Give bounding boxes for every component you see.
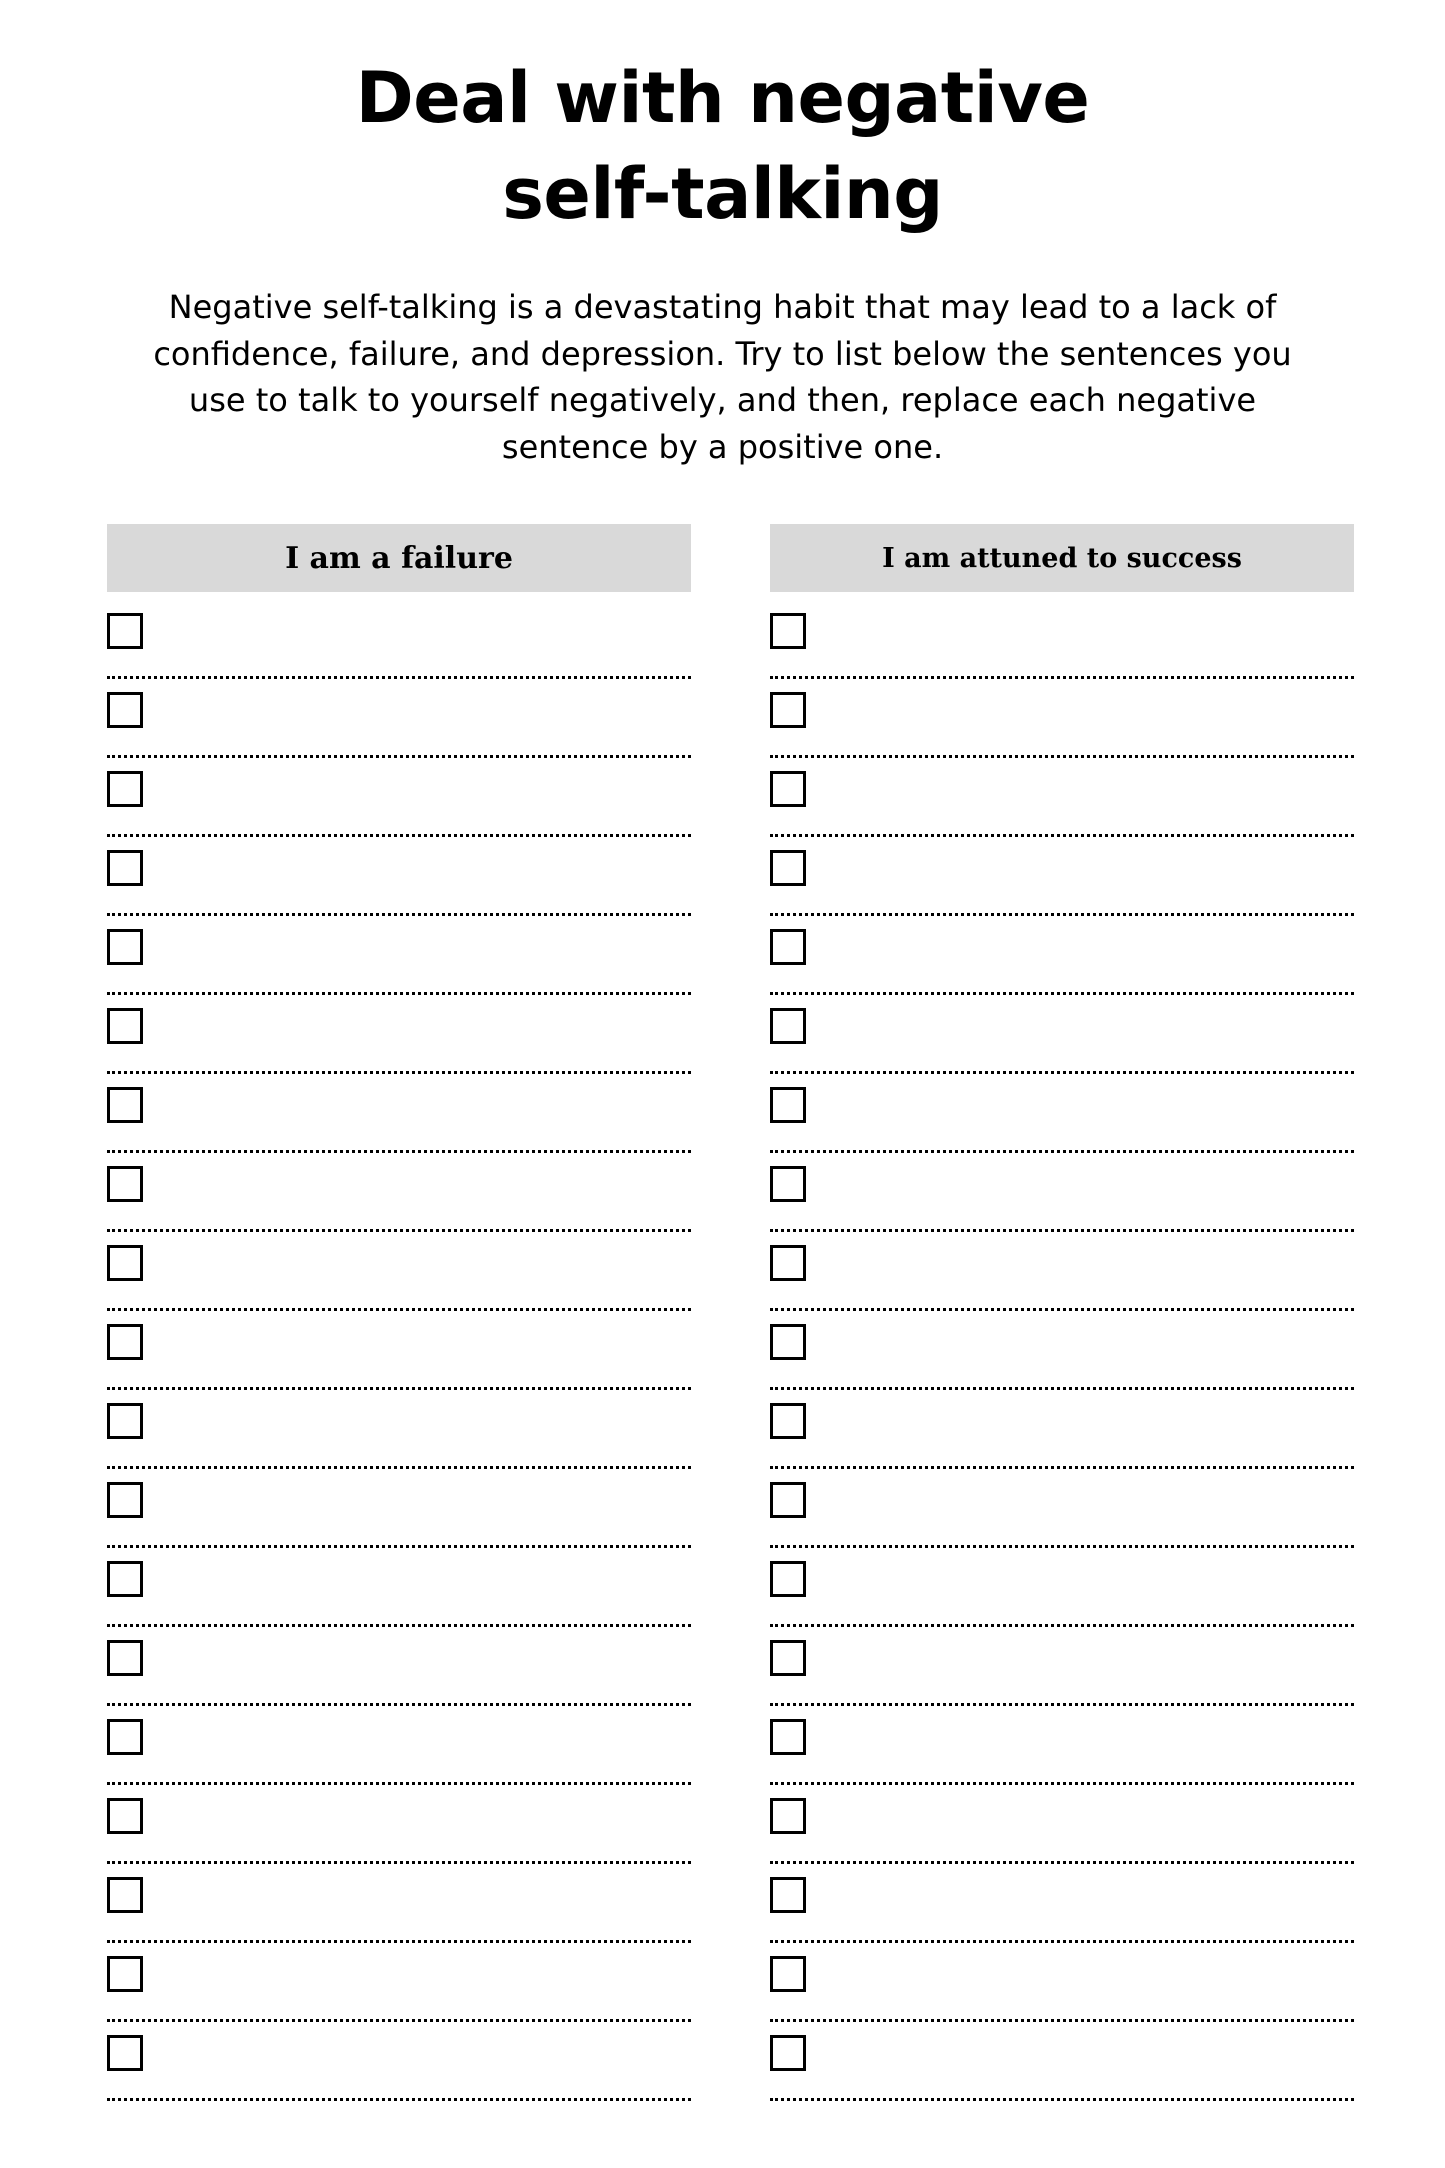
checkbox-icon[interactable] bbox=[107, 1798, 143, 1834]
checkbox-icon[interactable] bbox=[770, 692, 806, 728]
dotted-write-line[interactable] bbox=[820, 1864, 1354, 1940]
checkbox-icon[interactable] bbox=[770, 1245, 806, 1281]
checklist-row bbox=[770, 1785, 1354, 1864]
checkbox-icon[interactable] bbox=[107, 1877, 143, 1913]
checkbox-icon[interactable] bbox=[770, 1166, 806, 1202]
dotted-write-line[interactable] bbox=[820, 758, 1354, 834]
checkbox-icon[interactable] bbox=[770, 1877, 806, 1913]
checklist-row bbox=[107, 1627, 691, 1706]
checklist-row bbox=[107, 1232, 691, 1311]
positive-rows bbox=[770, 600, 1354, 2101]
checklist-row bbox=[770, 1943, 1354, 2022]
negative-rows bbox=[107, 600, 691, 2101]
checkbox-icon[interactable] bbox=[770, 613, 806, 649]
dotted-write-line[interactable] bbox=[157, 1548, 691, 1624]
dotted-write-line[interactable] bbox=[820, 1469, 1354, 1545]
checklist-row bbox=[107, 837, 691, 916]
checkbox-icon[interactable] bbox=[770, 1561, 806, 1597]
checklist-row bbox=[107, 1864, 691, 1943]
checklist-row bbox=[770, 837, 1354, 916]
checkbox-icon[interactable] bbox=[770, 1403, 806, 1439]
dotted-write-line[interactable] bbox=[157, 1390, 691, 1466]
checklist-row bbox=[107, 2022, 691, 2101]
dotted-write-line[interactable] bbox=[157, 679, 691, 755]
checkbox-icon[interactable] bbox=[770, 1798, 806, 1834]
dotted-write-line[interactable] bbox=[157, 1627, 691, 1703]
dotted-write-line[interactable] bbox=[820, 1548, 1354, 1624]
checklist-row bbox=[107, 995, 691, 1074]
checklist-row bbox=[107, 916, 691, 995]
checklist-row bbox=[770, 679, 1354, 758]
checklist-row bbox=[107, 600, 691, 679]
checkbox-icon[interactable] bbox=[107, 1324, 143, 1360]
checklist-row bbox=[770, 1311, 1354, 1390]
checklist-row bbox=[107, 1390, 691, 1469]
checkbox-icon[interactable] bbox=[770, 1640, 806, 1676]
dotted-write-line[interactable] bbox=[157, 837, 691, 913]
checklist-row bbox=[107, 1943, 691, 2022]
dotted-write-line[interactable] bbox=[157, 1943, 691, 2019]
dotted-write-line[interactable] bbox=[820, 1311, 1354, 1387]
dotted-write-line[interactable] bbox=[820, 2022, 1354, 2098]
dotted-write-line[interactable] bbox=[157, 1074, 691, 1150]
dotted-write-line[interactable] bbox=[157, 1232, 691, 1308]
positive-column-header: I am attuned to success bbox=[770, 524, 1354, 592]
checkbox-icon[interactable] bbox=[107, 929, 143, 965]
dotted-write-line[interactable] bbox=[820, 1706, 1354, 1782]
dotted-write-line[interactable] bbox=[820, 995, 1354, 1071]
dotted-write-line[interactable] bbox=[820, 1074, 1354, 1150]
dotted-write-line[interactable] bbox=[820, 1390, 1354, 1466]
checkbox-icon[interactable] bbox=[107, 1561, 143, 1597]
checkbox-icon[interactable] bbox=[770, 1324, 806, 1360]
checklist-row bbox=[770, 1864, 1354, 1943]
dotted-write-line[interactable] bbox=[820, 600, 1354, 676]
checkbox-icon[interactable] bbox=[770, 1482, 806, 1518]
checkbox-icon[interactable] bbox=[770, 1087, 806, 1123]
checkbox-icon[interactable] bbox=[107, 1166, 143, 1202]
checkbox-icon[interactable] bbox=[770, 1956, 806, 1992]
checkbox-icon[interactable] bbox=[107, 1482, 143, 1518]
checklist-row bbox=[107, 1074, 691, 1153]
positive-sentences-column bbox=[770, 524, 1354, 2101]
checklist-row bbox=[770, 600, 1354, 679]
page-title bbox=[0, 50, 1445, 242]
dotted-write-line[interactable] bbox=[157, 1469, 691, 1545]
checklist-row bbox=[770, 1390, 1354, 1469]
dotted-write-line[interactable] bbox=[157, 995, 691, 1071]
dotted-write-line[interactable] bbox=[820, 837, 1354, 913]
checklist-row bbox=[107, 758, 691, 837]
checklist-row bbox=[770, 1706, 1354, 1785]
checklist-row bbox=[770, 1627, 1354, 1706]
checklist-row bbox=[770, 1232, 1354, 1311]
negative-sentences-column bbox=[107, 524, 691, 2101]
checklist-row bbox=[770, 916, 1354, 995]
dotted-write-line[interactable] bbox=[820, 1785, 1354, 1861]
checklist-row bbox=[107, 1311, 691, 1390]
intro-paragraph: Negative self-talking is a devastating habit that may lead to a lack of confidence, failure, and depression. Try to list below the sentences you use to talk to yourself negatively, and then, replace each negative sentence by a positive one. bbox=[153, 288, 1292, 466]
dotted-write-line[interactable] bbox=[820, 1627, 1354, 1703]
checklist-row bbox=[107, 1548, 691, 1627]
checklist-row bbox=[770, 1153, 1354, 1232]
dotted-write-line[interactable] bbox=[157, 2022, 691, 2098]
checkbox-icon[interactable] bbox=[107, 2035, 143, 2071]
checklist-row bbox=[770, 1469, 1354, 1548]
checkbox-icon[interactable] bbox=[107, 771, 143, 807]
dotted-write-line[interactable] bbox=[157, 1311, 691, 1387]
dotted-write-line[interactable] bbox=[157, 1153, 691, 1229]
dotted-write-line[interactable] bbox=[157, 758, 691, 834]
page-title-line-2: self-talking bbox=[502, 153, 943, 235]
dotted-write-line[interactable] bbox=[157, 1864, 691, 1940]
checklist-row bbox=[107, 1469, 691, 1548]
checkbox-icon[interactable] bbox=[107, 1956, 143, 1992]
dotted-write-line[interactable] bbox=[157, 600, 691, 676]
checkbox-icon[interactable] bbox=[107, 692, 143, 728]
checkbox-icon[interactable] bbox=[770, 1719, 806, 1755]
dotted-write-line[interactable] bbox=[820, 1153, 1354, 1229]
dotted-write-line[interactable] bbox=[157, 1785, 691, 1861]
checklist-row bbox=[770, 758, 1354, 837]
checkbox-icon[interactable] bbox=[770, 771, 806, 807]
checklist-row bbox=[770, 1548, 1354, 1627]
page-title-line-1: Deal with negative bbox=[355, 57, 1090, 139]
checkbox-icon[interactable] bbox=[107, 1403, 143, 1439]
checkbox-icon[interactable] bbox=[770, 1008, 806, 1044]
checkbox-icon[interactable] bbox=[770, 929, 806, 965]
dotted-write-line[interactable] bbox=[820, 1232, 1354, 1308]
checkbox-icon[interactable] bbox=[107, 613, 143, 649]
checklist-row bbox=[770, 1074, 1354, 1153]
negative-column-header: I am a failure bbox=[107, 524, 691, 592]
checkbox-icon[interactable] bbox=[107, 1640, 143, 1676]
checklist-row bbox=[770, 2022, 1354, 2101]
checkbox-icon[interactable] bbox=[107, 1719, 143, 1755]
dotted-write-line[interactable] bbox=[820, 1943, 1354, 2019]
checklist-row bbox=[107, 1785, 691, 1864]
dotted-write-line[interactable] bbox=[157, 1706, 691, 1782]
checkbox-icon[interactable] bbox=[107, 1087, 143, 1123]
dotted-write-line[interactable] bbox=[820, 679, 1354, 755]
checkbox-icon[interactable] bbox=[770, 2035, 806, 2071]
dotted-write-line[interactable] bbox=[157, 916, 691, 992]
dotted-write-line[interactable] bbox=[820, 916, 1354, 992]
checklist-row bbox=[107, 1153, 691, 1232]
checklist-row bbox=[770, 995, 1354, 1074]
checkbox-icon[interactable] bbox=[770, 850, 806, 886]
checklist-row bbox=[107, 1706, 691, 1785]
checkbox-icon[interactable] bbox=[107, 1245, 143, 1281]
checkbox-icon[interactable] bbox=[107, 1008, 143, 1044]
checklist-row bbox=[107, 679, 691, 758]
checkbox-icon[interactable] bbox=[107, 850, 143, 886]
